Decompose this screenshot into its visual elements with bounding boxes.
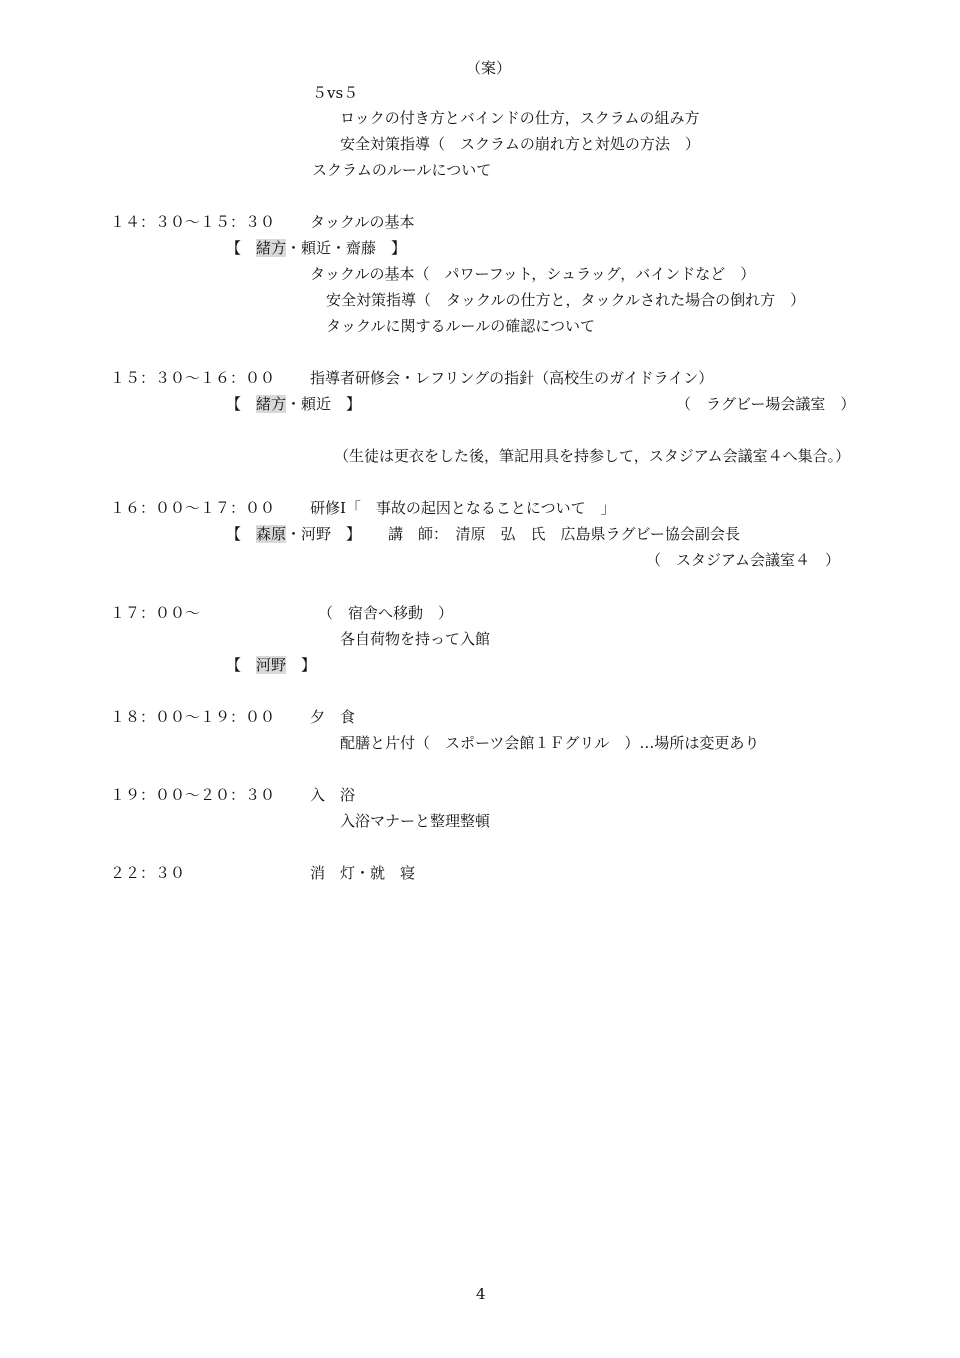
schedule-detail: 配膳と片付（ スポーツ会館１Ｆグリル ）…場所は変更あり xyxy=(340,734,760,752)
note: （生徒は更衣をした後，筆記用具を持参して，スタジアム会議室４へ集合。） xyxy=(334,447,851,465)
schedule-title: 入 浴 xyxy=(310,786,356,804)
draft-mark: （案） xyxy=(466,59,512,77)
schedule-time: １９：００〜２０：３０ xyxy=(110,786,276,804)
schedule-time: １７：００〜 xyxy=(110,604,201,622)
schedule-title: （ 宿舎へ移動 ） xyxy=(318,604,454,622)
staff-rest: ・河野 】 xyxy=(286,525,362,543)
intro-line: 安全対策指導（ スクラムの崩れ方と対処の方法 ） xyxy=(340,135,700,153)
staff-bracket: 【 xyxy=(226,239,257,257)
schedule-detail: 各自荷物を持って入館 xyxy=(340,630,491,648)
schedule-time: １４：３０〜１５：３０ xyxy=(110,213,276,231)
schedule-detail: タックルの基本（ パワーフット，シュラッグ，バインドなど ） xyxy=(310,265,756,283)
staff-assignment xyxy=(226,655,316,675)
intro-line: ロックの付き方とバインドの仕方，スクラムの組み方 xyxy=(340,109,700,127)
staff-rest: ・頼近・齋藤 】 xyxy=(286,239,407,257)
schedule-detail: タックルに関するルールの確認について xyxy=(326,317,595,335)
lecturer: 講 師： 清原 弘 氏 広島県ラグビー協会副会長 xyxy=(388,525,740,543)
schedule-time: １６：００〜１７：００ xyxy=(110,499,276,517)
schedule-title: タックルの基本 xyxy=(310,213,415,231)
schedule-detail: 安全対策指導（ タックルの仕方と，タックルされた場合の倒れ方 ） xyxy=(326,291,806,309)
staff-rest: 】 xyxy=(286,656,317,674)
staff-bracket: 【 xyxy=(226,525,257,543)
schedule-title: 研修Ⅰ「 事故の起因となることについて 」 xyxy=(310,499,616,517)
schedule-time: ２２：３０ xyxy=(110,864,186,882)
schedule-title: 指導者研修会・レフリングの指針（高校生のガイドライン） xyxy=(310,369,714,387)
schedule-title: 夕 食 xyxy=(310,708,356,726)
staff-highlight: 森原 xyxy=(256,525,287,543)
staff-assignment xyxy=(226,524,361,544)
staff-rest: ・頼近 】 xyxy=(286,395,362,413)
staff-highlight: 緒方 xyxy=(256,395,287,413)
schedule-time: １８：００〜１９：００ xyxy=(110,708,276,726)
staff-assignment xyxy=(226,394,361,414)
location: （ スタジアム会議室４ ） xyxy=(646,551,840,569)
staff-bracket: 【 xyxy=(226,656,257,674)
schedule-time: １５：３０〜１６：００ xyxy=(110,369,276,387)
staff-highlight: 河野 xyxy=(256,656,287,674)
location: （ ラグビー場会議室 ） xyxy=(676,395,856,413)
schedule-title: 消 灯・就 寝 xyxy=(310,864,416,882)
staff-bracket: 【 xyxy=(226,395,257,413)
staff-highlight: 緒方 xyxy=(256,239,287,257)
intro-line: ５vs５ xyxy=(312,84,359,102)
staff-assignment xyxy=(226,238,406,258)
schedule-detail: 入浴マナーと整理整頓 xyxy=(340,812,491,830)
page-number: 4 xyxy=(476,1285,486,1303)
intro-line: スクラムのルールについて xyxy=(312,161,492,179)
